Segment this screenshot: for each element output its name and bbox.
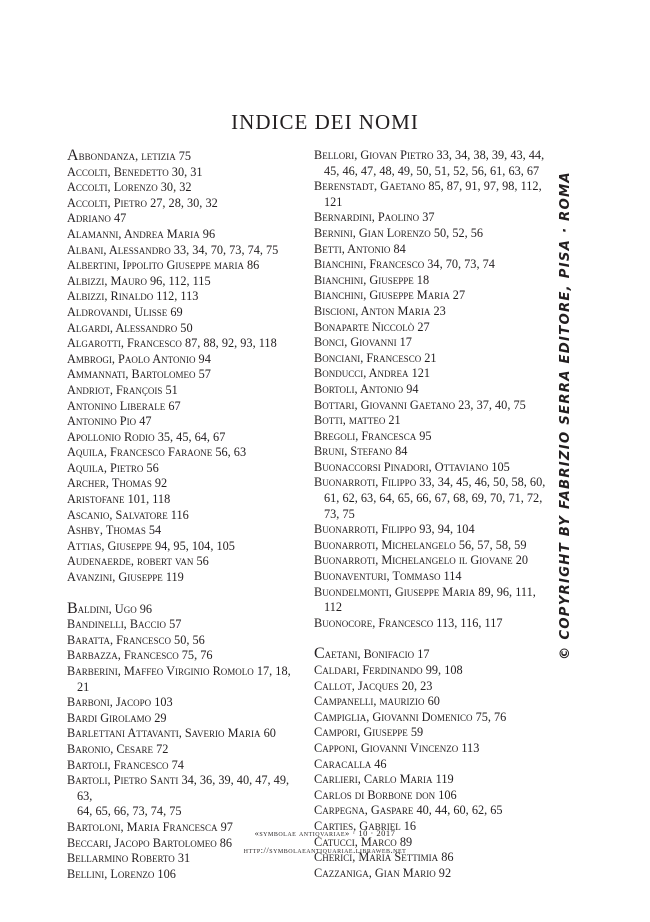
index-entry: Bonciani, Francesco 21: [314, 350, 437, 365]
index-entry: Accolti, Lorenzo 30, 32: [67, 180, 192, 195]
index-entry: Attias, Giuseppe 94, 95, 104, 105: [67, 538, 235, 553]
index-entry: Carlos di Borbone don 106: [314, 787, 457, 802]
index-entry: Buonarroti, Michelangelo il Giovane 20: [314, 553, 528, 568]
section-gap: [67, 586, 299, 601]
index-entry-continuation: 64, 65, 66, 73, 74, 75: [77, 804, 182, 819]
index-entry: Baldini, Ugo 96: [67, 599, 153, 617]
index-entry: Archer, Thomas 92: [67, 476, 168, 491]
index-entry: Aristofane 101, 118: [67, 492, 171, 507]
index-entry-continuation: 45, 46, 47, 48, 49, 50, 51, 52, 56, 61, 63, 67: [324, 163, 540, 178]
index-entry: Barberini, Maffeo Virginio Romolo 17, 18,: [67, 664, 291, 678]
index-entry: Bartoli, Francesco 74: [67, 757, 184, 772]
journal-url: http://symbolaeantiquariae.libraweb.net: [243, 845, 407, 855]
index-entry: Bellori, Giovan Pietro 33, 34, 38, 39, 43, 44,: [314, 148, 545, 162]
index-entry: Bonducci, Andrea 121: [314, 366, 431, 381]
index-entry: Aquila, Francesco Faraone 56, 63: [67, 445, 247, 460]
index-entry: Bartoloni, Maria Francesca 97: [67, 819, 233, 834]
index-entry: Capponi, Giovanni Vincenzo 113: [314, 740, 480, 755]
index-entry: Bellarmino Roberto 31: [67, 851, 191, 866]
index-entry: Ammannati, Bartolomeo 57: [67, 367, 211, 382]
index-entry: Audenaerde, robert van 56: [67, 554, 209, 569]
index-entry: Albertini, Ippolito Giuseppe maria 86: [67, 258, 260, 273]
index-entry: Bottari, Giovanni Gaetano 23, 37, 40, 75: [314, 397, 526, 412]
index-entry: Avanzini, Giuseppe 119: [67, 570, 184, 585]
section-gap: [314, 631, 550, 646]
index-entry: Buonaccorsi Pinadori, Ottaviano 105: [314, 459, 510, 474]
index-entry: Buonarroti, Filippo 93, 94, 104: [314, 522, 475, 537]
index-entry: Bartoli, Pietro Santi 34, 36, 39, 40, 47, 49, 63,: [67, 773, 290, 803]
index-entry: Beccari, Jacopo Bartolomeo 86: [67, 835, 233, 850]
index-entry: Cazzaniga, Gian Mario 92: [314, 865, 452, 880]
index-entry: Accolti, Benedetto 30, 31: [67, 164, 203, 179]
copyright-notice: © COPYRIGHT BY FABRIZIO SERRA EDITORE, PISA · ROMA: [558, 171, 573, 660]
index-entry: Ambrogi, Paolo Antonio 94: [67, 351, 211, 366]
index-entry: Betti, Antonio 84: [314, 241, 406, 256]
index-entry: Alamanni, Andrea Maria 96: [67, 226, 216, 241]
index-entry: Albizzi, Mauro 96, 112, 115: [67, 273, 211, 288]
index-entry: Bonci, Giovanni 17: [314, 335, 412, 350]
index-entry: Bonaparte Niccolò 27: [314, 319, 430, 334]
index-entry: Campanelli, maurizio 60: [314, 694, 440, 709]
index-entry: Baratta, Francesco 50, 56: [67, 632, 205, 647]
index-entry: Berenstadt, Gaetano 85, 87, 91, 97, 98, 112,: [314, 179, 542, 194]
index-entry: Aquila, Pietro 56: [67, 460, 159, 475]
index-entry: Campori, Giuseppe 59: [314, 725, 424, 740]
index-entry: Catucci, Marco 89: [314, 834, 413, 849]
index-entry: Bianchini, Giuseppe Maria 27: [314, 288, 466, 303]
index-entry: Antonino Pio 47: [67, 414, 152, 429]
index-entry: Carpegna, Gaspare 40, 44, 60, 62, 65: [314, 803, 503, 818]
index-entry: Bianchini, Giuseppe 18: [314, 272, 430, 287]
index-entry: Cherici, Maria Settimia 86: [314, 850, 454, 865]
index-entry-continuation: 121: [324, 194, 343, 209]
index-entry: Apollonio Rodio 35, 45, 64, 67: [67, 429, 226, 444]
index-entry: Buonarroti, Michelangelo 56, 57, 58, 59: [314, 537, 527, 552]
index-entry: Abbondanza, letizia 75: [67, 147, 192, 164]
index-entry: Ascanio, Salvatore 116: [67, 507, 189, 522]
page-title: INDICE DEI NOMI: [231, 110, 419, 134]
index-entry: Algarotti, Francesco 87, 88, 92, 93, 118: [67, 336, 277, 351]
index-entry: Aldrovandi, Ulisse 69: [67, 304, 183, 319]
index-entry: Biscioni, Anton Maria 23: [314, 303, 446, 318]
index-entry-continuation: 61, 62, 63, 64, 65, 66, 67, 68, 69, 70, 71, 72,: [324, 491, 543, 506]
index-entry: Callot, Jacques 20, 23: [314, 678, 433, 693]
index-entry: Bortoli, Antonio 94: [314, 381, 419, 396]
index-entry: Andriot, François 51: [67, 382, 178, 397]
index-entry: Bardi Girolamo 29: [67, 710, 167, 725]
index-entry: Buonarroti, Filippo 33, 34, 45, 46, 50, 58, 60,: [314, 475, 546, 490]
index-entry: Buondelmonti, Giuseppe Maria 89, 96, 111,: [314, 584, 536, 599]
index-entry: Bianchini, Francesco 34, 70, 73, 74: [314, 257, 495, 272]
index-entry: Bernardini, Paolino 37: [314, 210, 435, 225]
index-column-left: [67, 148, 299, 882]
index-entry: Ashby, Thomas 54: [67, 523, 162, 538]
index-entry: Carties, Gabriel 16: [314, 818, 417, 833]
index-entry-continuation: 73, 75: [324, 506, 355, 521]
index-entry: Barboni, Jacopo 103: [67, 695, 173, 710]
index-entry-continuation: 112: [324, 600, 342, 615]
index-entry: Barlettani Attavanti, Saverio Maria 60: [67, 726, 276, 741]
index-entry: Bernini, Gian Lorenzo 50, 52, 56: [314, 225, 484, 240]
index-entry: Baronio, Cesare 72: [67, 741, 169, 756]
index-entry: Albani, Alessandro 33, 34, 70, 73, 74, 75: [67, 242, 279, 257]
index-entry: Botti, matteo 21: [314, 413, 401, 428]
index-entry: Bandinelli, Baccio 57: [67, 617, 182, 632]
index-entry: Accolti, Pietro 27, 28, 30, 32: [67, 195, 218, 210]
index-entry: Caracalla 46: [314, 756, 387, 771]
index-entry: Caldari, Ferdinando 99, 108: [314, 663, 463, 677]
journal-footer: «symbolae antiqvariae» · 10 · 2017: [254, 828, 396, 838]
index-entry: Buonaventuri, Tommaso 114: [314, 569, 462, 584]
index-entry: Algardi, Alessandro 50: [67, 320, 193, 335]
index-column-right: [314, 148, 550, 881]
index-entry: Antonino Liberale 67: [67, 398, 181, 413]
index-entry-continuation: 21: [77, 679, 90, 694]
index-entry: Caetani, Bonifacio 17: [314, 645, 430, 663]
index-entry: Bruni, Stefano 84: [314, 444, 408, 459]
index-entry: Barbazza, Francesco 75, 76: [67, 648, 213, 663]
index-entry: Carlieri, Carlo Maria 119: [314, 772, 454, 787]
index-entry: Buonocore, Francesco 113, 116, 117: [314, 615, 503, 630]
index-entry: Albizzi, Rinaldo 112, 113: [67, 289, 199, 304]
index-entry: Bregoli, Francesca 95: [314, 428, 432, 443]
index-entry: Campiglia, Giovanni Domenico 75, 76: [314, 709, 507, 724]
index-entry: Bellini, Lorenzo 106: [67, 866, 176, 881]
index-entry: Adriano 47: [67, 211, 127, 226]
